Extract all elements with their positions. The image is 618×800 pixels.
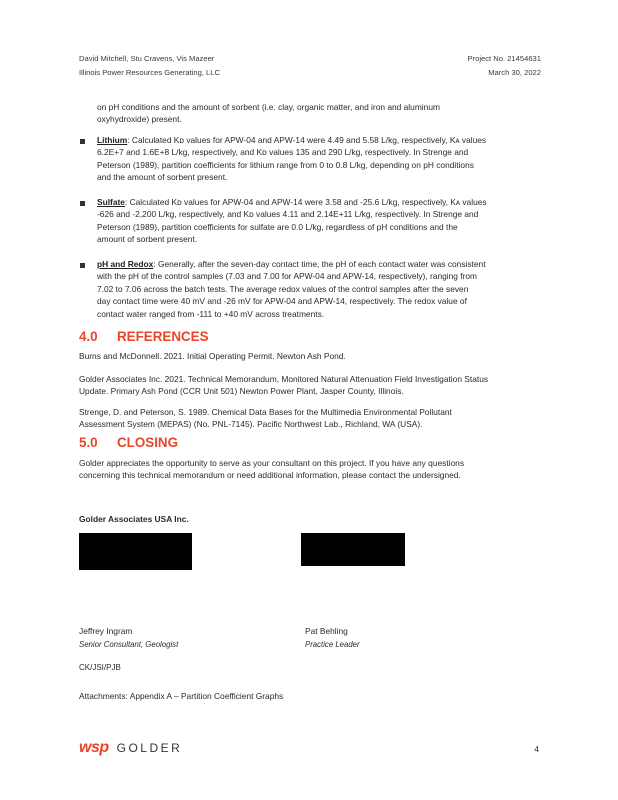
section-title: REFERENCES — [117, 329, 209, 344]
bullet-line: contact water ranged from -111 to +40 mV across treatments. — [97, 308, 325, 319]
bullet-marker — [80, 139, 85, 144]
reference-line: Burns and McDonnell. 2021. Initial Operating Permit. Newton Ash Pond. — [79, 351, 346, 361]
signatory-title: Senior Consultant, Geologist — [79, 640, 179, 649]
bullet-label: Sulfate — [97, 197, 125, 207]
closing-line: concerning this technical memorandum or need additional information, please contact the undersigned. — [79, 470, 461, 481]
section-number: 5.0 — [79, 435, 98, 450]
bullet-lithium — [97, 134, 541, 184]
reference-item — [79, 350, 541, 362]
initials: CK/JSI/PJB — [79, 663, 121, 672]
bullet-label: Lithium — [97, 135, 128, 145]
reference-line: Strenge, D. and Peterson, S. 1989. Chemical Data Bases for the Multimedia Environmental Pollutant — [79, 407, 452, 417]
bullet-line: : Calculated Kᴅ values for APW-04 and APW-14 were 4.49 and 5.58 L/kg, respectively, Kᴀ values — [127, 135, 487, 145]
header-project-no: Project No. 21454631 — [467, 54, 541, 63]
closing-line: Golder appreciates the opportunity to serve as your consultant on this project. If you have any questions — [79, 458, 465, 468]
closing-paragraph — [79, 457, 541, 482]
bullet-line: amount of sorbent present. — [97, 234, 198, 245]
bullet-line: with the pH of the control samples (7.03 and 7.00 for APW-04 and APW-14, respectively), ranging from — [97, 271, 478, 282]
reference-item — [79, 373, 541, 398]
reference-line: Golder Associates Inc. 2021. Technical Memorandum, Monitored Natural Attenuation Field Investigation Status — [79, 374, 489, 384]
signatory-name: Jeffrey Ingram — [79, 626, 133, 636]
signatory-title: Practice Leader — [305, 640, 360, 649]
bullet-sulfate — [97, 196, 541, 246]
golder-logo: GOLDER — [116, 741, 183, 755]
header-authors: David Mitchell, Stu Cravens, Vis Mazeer — [79, 54, 215, 63]
bullet-line: 7.02 to 7.06 across the batch tests. The average redox values of the control samples after the seven — [97, 283, 469, 294]
page-number: 4 — [534, 744, 539, 754]
signatory-name: Pat Behling — [305, 626, 348, 636]
section-heading-closing — [79, 435, 178, 450]
redacted-signature — [79, 533, 192, 570]
continuation-line: on pH conditions and the amount of sorbent (i.e. clay, organic matter, and iron and aluminum — [97, 102, 440, 112]
section-heading-references — [79, 329, 209, 344]
bullet-line: Peterson (1989), partition coefficients for sulfate are 0.0 L/kg, regardless of pH conditions and the — [97, 221, 458, 232]
bullet-line: Peterson (1989), partition coefficients for lithium range from 0 to 0.8 L/kg, depending on pH conditions — [97, 159, 474, 170]
reference-line: Update. Primary Ash Pond (CCR Unit 501) Newton Power Plant, Jasper County, Illinois. — [79, 386, 404, 397]
continuation-line: oxyhydroxide) present. — [97, 114, 182, 125]
bullet-line: : Calculated Kᴅ values for APW-04 and APW-14 were 3.58 and -25.6 L/kg, respectively, Kᴀ values — [124, 197, 487, 207]
wsp-logo: wsp — [79, 739, 109, 756]
reference-line: Assessment System (MEPAS) (No. PNL-7145). Pacific Northwest Lab., Richland, WA (USA). — [79, 419, 423, 430]
section-title: CLOSING — [117, 435, 179, 450]
bullet-line: 6.2E+7 and 1.6E+8 L/kg, respectively, and Kᴅ values 135 and 290 L/kg, respectively. In Strenge and — [97, 147, 469, 158]
bullet-line: day contact time were 40 mV and -26 mV for APW-04 and APW-14, respectively. The redox value of — [97, 296, 467, 307]
bullet-marker — [80, 201, 85, 206]
section-number: 4.0 — [79, 329, 98, 344]
header-date: March 30, 2022 — [488, 68, 541, 77]
reference-item — [79, 406, 541, 431]
wsp-golder-logo — [79, 738, 182, 758]
header-company: Illinois Power Resources Generating, LLC — [79, 68, 220, 77]
bullet-line: and the amount of sorbent present. — [97, 172, 228, 183]
continuation-paragraph — [97, 101, 541, 126]
bullet-marker — [80, 263, 85, 268]
bullet-label: pH and Redox — [97, 259, 154, 269]
redacted-signature — [301, 533, 405, 566]
bullet-line: : Generally, after the seven-day contact time, the pH of each contact water was consistent — [153, 259, 486, 269]
organization-name: Golder Associates USA Inc. — [79, 514, 189, 524]
attachments: Attachments: Appendix A – Partition Coefficient Graphs — [79, 691, 284, 701]
bullet-line: -626 and -2,200 L/kg, respectively, and Kᴅ values 4.11 and 2.14E+11 L/kg, respectively. In Strenge and — [97, 209, 479, 220]
bullet-ph-redox — [97, 258, 541, 320]
